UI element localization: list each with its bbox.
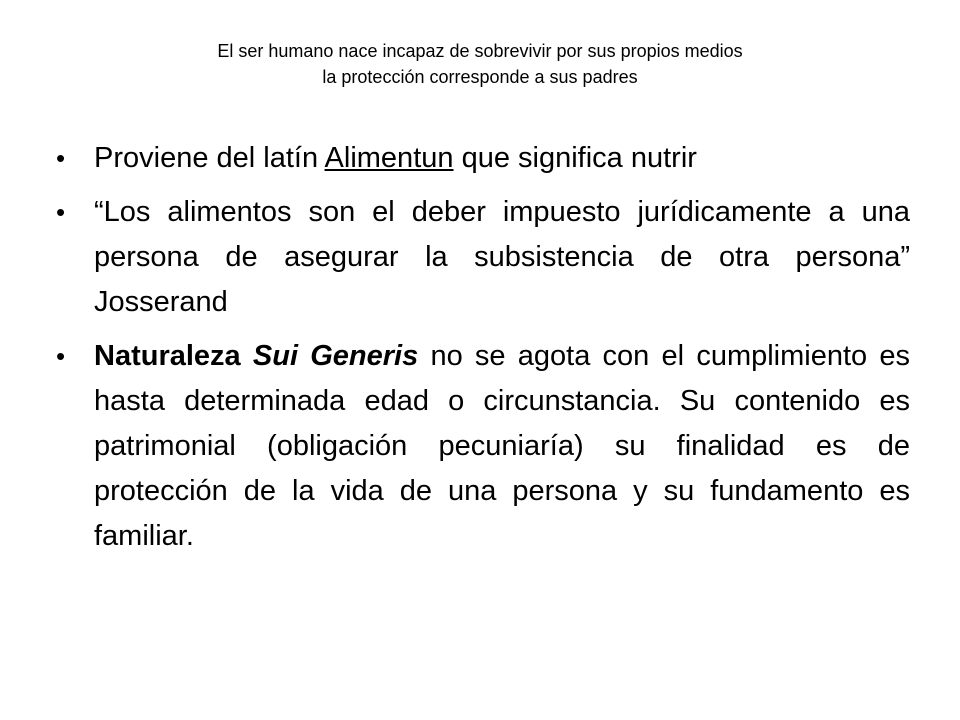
bullet-dot-icon: • [56, 143, 66, 173]
title-line-2: la protección corresponde a sus padres [322, 67, 638, 87]
nature-label: Naturaleza [94, 340, 253, 372]
bullet-dot-icon: • [56, 197, 66, 227]
nature-sui-generis: Sui Generis [252, 340, 419, 372]
definition-quote: “Los alimentos son el deber impuesto jurídicamente a una persona de asegurar la subsistencia de otra persona” Josserand [94, 196, 910, 318]
bullet-item-etymology [56, 136, 910, 181]
etymology-text-before: Proviene del latín [94, 142, 325, 174]
nature-description: no se agota con el cumplimiento es hasta determinada edad o circunstancia. Su contenido es patrimonial (obligación pecuniaría) su finalidad es de protección de la vida de una persona y su fundamento es familiar. [94, 340, 911, 552]
bullet-list [56, 136, 910, 568]
slide-title [80, 38, 880, 90]
bullet-item-nature [56, 334, 910, 559]
title-line-1: El ser humano nace incapaz de sobrevivir por sus propios medios [217, 41, 743, 61]
etymology-text-after: que significa nutrir [453, 142, 697, 174]
etymology-latin-term: Alimentun [324, 142, 454, 174]
bullet-dot-icon: • [56, 341, 66, 371]
bullet-item-definition [56, 190, 910, 325]
